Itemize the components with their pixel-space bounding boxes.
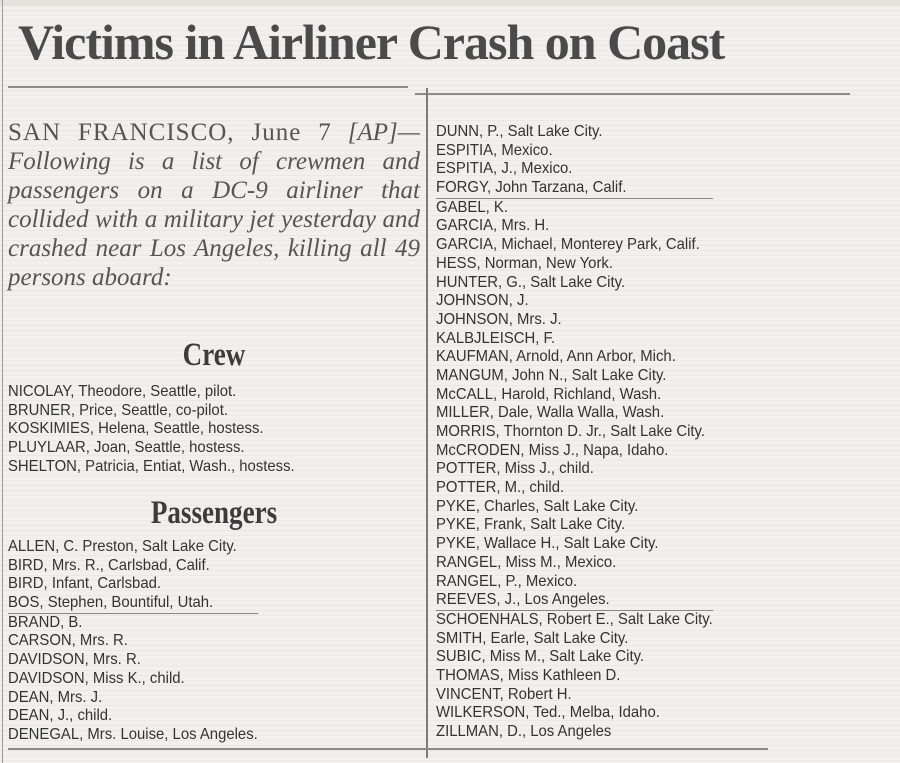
list-item: GARCIA, Mrs. H. — [436, 217, 550, 235]
list-item: DENEGAL, Mrs. Louise, Los Angeles. — [8, 725, 258, 743]
list-item: MANGUM, John N., Salt Lake City. — [436, 366, 667, 384]
list-item: PLUYLAAR, Joan, Seattle, hostess. — [8, 439, 245, 457]
list-item: SHELTON, Patricia, Entiat, Wash., hostess. — [8, 457, 295, 475]
list-item: PYKE, Wallace H., Salt Lake City. — [436, 535, 659, 553]
list-item: BOS, Stephen, Bountiful, Utah. — [8, 594, 258, 614]
list-item: NICOLAY, Theodore, Seattle, pilot. — [8, 383, 237, 400]
list-item: BIRD, Mrs. R., Carlsbad, Calif. — [8, 556, 210, 574]
list-item: BRUNER, Price, Seattle, co-pilot. — [8, 401, 228, 419]
list-item: KAUFMAN, Arnold, Ann Arbor, Mich. — [436, 348, 676, 366]
list-item: ESPITIA, Mexico. — [436, 141, 553, 159]
list-item: McCALL, Harold, Richland, Wash. — [436, 385, 662, 403]
headline-rule-left — [8, 86, 408, 88]
list-item: VINCENT, Robert H. — [436, 685, 572, 703]
column-divider — [426, 88, 428, 758]
headline-rule-right — [415, 93, 850, 95]
list-item: WILKERSON, Ted., Melba, Idaho. — [436, 704, 660, 722]
list-item: DAVIDSON, Miss K., child. — [8, 669, 185, 687]
list-item: DUNN, P., Salt Lake City. — [436, 123, 603, 140]
list-item: BIRD, Infant, Carlsbad. — [8, 575, 161, 593]
list-item: DEAN, J., child. — [8, 707, 113, 725]
intro-text: [AP]—Following is a list of crewmen and passengers on a DC-9 airliner that collided with a military jet yesterday and crashed near Los Angeles, killing all 49 persons aboard: — [8, 119, 420, 291]
list-item: HESS, Norman, New York. — [436, 254, 613, 272]
list-item: MORRIS, Thornton D. Jr., Salt Lake City. — [436, 423, 706, 440]
list-item: ZILLMAN, D., Los Angeles — [436, 723, 612, 740]
left-border-rule — [2, 0, 3, 763]
crew-list — [8, 383, 316, 476]
dateline: SAN FRANCISCO, June 7 — [8, 119, 332, 146]
list-item: ALLEN, C. Preston, Salt Lake City. — [8, 538, 237, 555]
list-item: POTTER, Miss J., child. — [436, 460, 594, 478]
headline: Victims in Airliner Crash on Coast — [18, 14, 725, 70]
list-item: CARSON, Mrs. R. — [8, 632, 128, 650]
list-item: SCHOENHALS, Robert E., Salt Lake City. — [436, 610, 713, 628]
crew-heading: Crew — [182, 337, 246, 373]
bottom-rule — [8, 748, 768, 750]
list-item: PYKE, Frank, Salt Lake City. — [436, 516, 626, 534]
list-item: GABEL, K. — [436, 198, 508, 216]
intro-paragraph — [8, 118, 420, 292]
list-item: HUNTER, G., Salt Lake City. — [436, 273, 626, 291]
list-item: PYKE, Charles, Salt Lake City. — [436, 497, 639, 515]
list-item: FORGY, John Tarzana, Calif. — [436, 179, 713, 199]
list-item: SMITH, Earle, Salt Lake City. — [436, 629, 629, 647]
passenger-list-left — [8, 538, 277, 745]
list-item: McCRODEN, Miss J., Napa, Idaho. — [436, 441, 669, 459]
list-item: DEAN, Mrs. J. — [8, 688, 103, 706]
list-item: JOHNSON, Mrs. J. — [436, 310, 562, 328]
list-item: POTTER, M., child. — [436, 479, 565, 497]
list-item: KALBJLEISCH, F. — [436, 329, 556, 347]
list-item: JOHNSON, J. — [436, 292, 529, 310]
list-item: DAVIDSON, Mrs. R. — [8, 651, 141, 669]
list-item: KOSKIMIES, Helena, Seattle, hostess. — [8, 420, 264, 438]
list-item: REEVES, J., Los Angeles. — [436, 591, 713, 611]
list-item: SUBIC, Miss M., Salt Lake City. — [436, 648, 645, 666]
list-item: RANGEL, Miss M., Mexico. — [436, 553, 617, 571]
list-item: THOMAS, Miss Kathleen D. — [436, 666, 621, 684]
list-item: MILLER, Dale, Walla Walla, Wash. — [436, 404, 665, 422]
list-item: BRAND, B. — [8, 613, 83, 631]
list-item: RANGEL, P., Mexico. — [436, 572, 578, 590]
passengers-heading: Passengers — [150, 495, 278, 531]
list-item: ESPITIA, J., Mexico. — [436, 160, 573, 178]
list-item: GARCIA, Michael, Monterey Park, Calif. — [436, 236, 700, 254]
passenger-list-right — [436, 123, 734, 742]
